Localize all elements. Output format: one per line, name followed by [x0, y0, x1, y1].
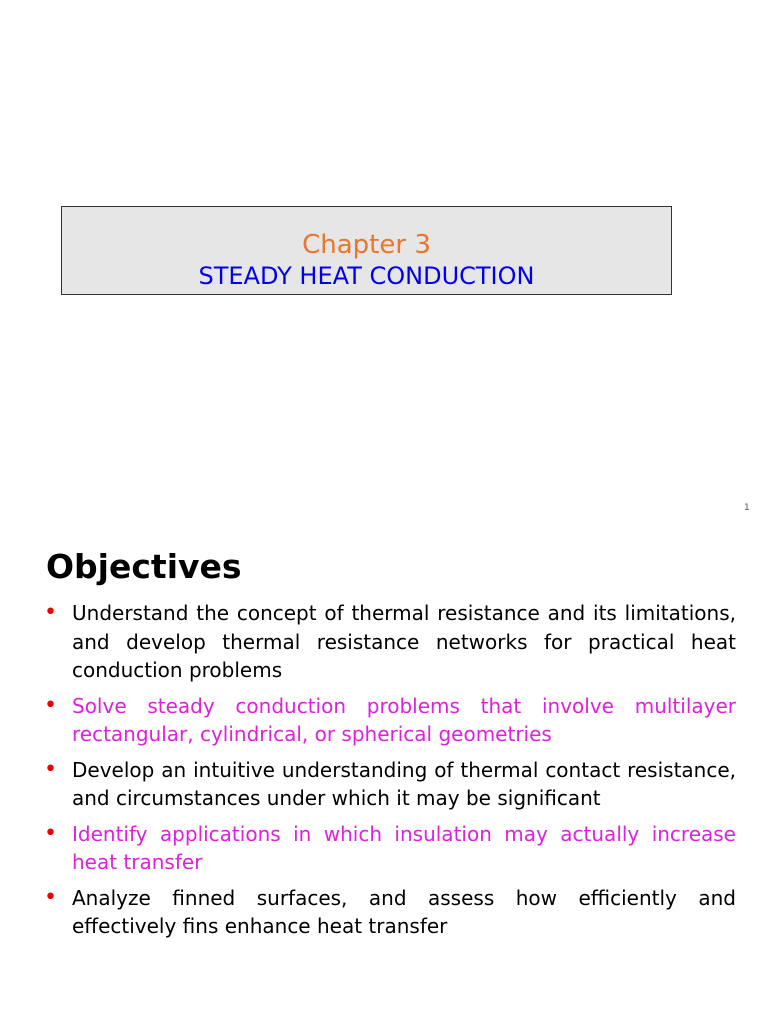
bullet-dot-icon: •: [44, 756, 57, 782]
objectives-heading: Objectives: [46, 547, 242, 586]
chapter-title: STEADY HEAT CONDUCTION: [198, 262, 535, 290]
objective-text: Understand the concept of thermal resistance and its limitations, and develop thermal resistance networks for practical heat conduction problems: [72, 601, 736, 682]
objective-text: Develop an intuitive understanding of thermal contact resistance, and circumstances under which it may be significant: [72, 757, 736, 810]
objective-item: [44, 599, 736, 685]
page-number: 1: [744, 503, 750, 513]
bullet-dot-icon: •: [44, 884, 57, 910]
objective-item: [44, 692, 736, 749]
objective-item: [44, 820, 736, 877]
slide-objectives: [0, 520, 768, 1024]
objective-item: [44, 756, 736, 813]
bullet-dot-icon: •: [44, 820, 57, 846]
title-box: [61, 206, 672, 295]
objective-text: Analyze finned surfaces, and assess how efficiently and effectively fins enhance heat transfer: [72, 885, 736, 938]
objective-text: Solve steady conduction problems that involve multilayer rectangular, cylindrical, or spherical geometries: [72, 693, 736, 746]
objectives-list: [44, 599, 736, 948]
chapter-label: Chapter 3: [302, 230, 431, 260]
objective-text: Identify applications in which insulation may actually increase heat transfer: [72, 821, 736, 874]
bullet-dot-icon: •: [44, 600, 57, 625]
objective-item: [44, 884, 736, 941]
bullet-dot-icon: •: [44, 692, 57, 718]
